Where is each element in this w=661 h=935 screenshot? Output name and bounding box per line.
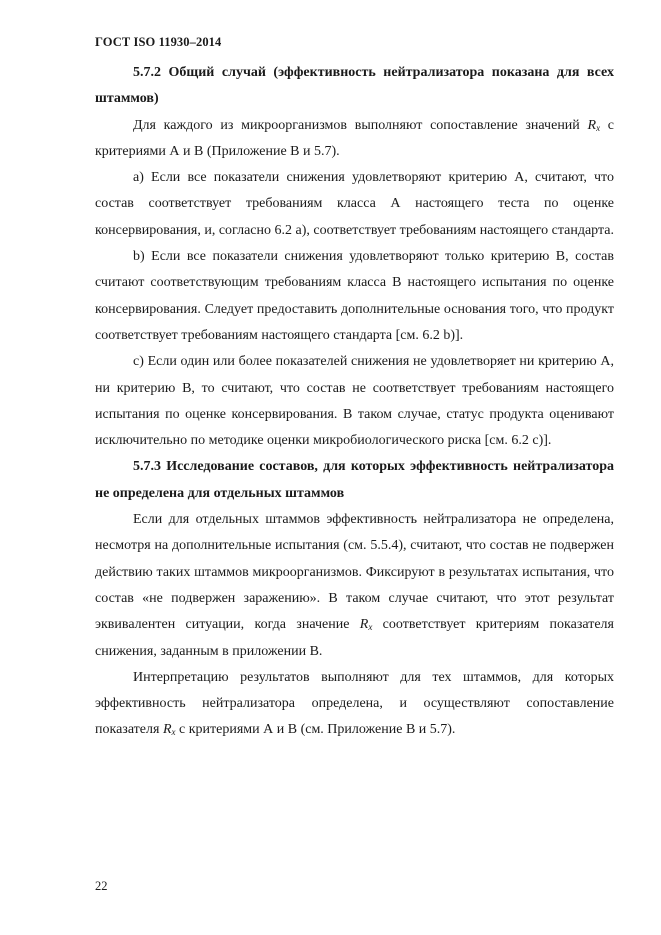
item-a-paragraph: а) Если все показатели снижения удовлетворяют критерию А, считают, что состав соответствует требованиям класса А настоящего теста по оценке консервирования, и, согласно 6.2 а), соответствует требованиям настоящего стандарта. — [95, 170, 614, 238]
rx-letter: R — [587, 117, 597, 133]
intro-text-end: с критериями А и В (Приложение В и 5.7). — [95, 117, 615, 159]
rx-symbol — [588, 118, 601, 133]
running-header: ГОСТ ISO 11930–2014 — [95, 35, 222, 49]
section-5-7-3-paragraph-2 — [95, 665, 614, 744]
rx-subscript: x — [596, 122, 601, 133]
rx-symbol — [163, 722, 176, 737]
rx-subscript: x — [171, 727, 176, 738]
rx-subscript: x — [368, 622, 373, 633]
para2-text-end: с критериями А и В (см. Приложение В и 5.7). — [175, 722, 456, 738]
section-5-7-2-heading: 5.7.2 Общий случай (эффективность нейтрализатора показана для всех штаммов) — [95, 65, 614, 107]
rx-letter: R — [359, 617, 369, 633]
item-b-paragraph: b) Если все показатели снижения удовлетворяют только критерию В, состав считают соответствующим требованиям класса В настоящего испытания по оценке консервирования. Следует предоставить дополнительные основания того, что продукт соответствует требованиям настоящего стандарта [см. 6.2 b)]. — [95, 249, 614, 343]
para2-text-start: Интерпретацию результатов выполняют для тех штаммов, для которых эффективность нейтрализатора определена, и осуществляют сопоставление показателя — [95, 669, 614, 738]
item-c-paragraph: с) Если один или более показателей снижения не удовлетворяет ни критерию А, ни критерию В, то считают, что состав не соответствует требованиям настоящего испытания по оценке консервирования. В таком случае, статус продукта оценивают исключительно по методике оценки микробиологического риска [см. 6.2 с)]. — [95, 354, 614, 449]
section-5-7-2-intro — [95, 113, 614, 166]
intro-text-start: Для каждого из микроорганизмов выполняют сопоставление значений — [133, 117, 588, 133]
page-content — [95, 60, 614, 744]
section-5-7-3-paragraph-1 — [95, 507, 614, 665]
page-number: 22 — [95, 879, 108, 893]
para1-text-end: соответствует критериям показателя снижения, заданным в приложении В. — [95, 617, 614, 659]
rx-letter: R — [162, 722, 172, 738]
section-5-7-3-heading: 5.7.3 Исследование составов, для которых эффективность нейтрализатора не определена для отдельных штаммов — [95, 459, 614, 501]
rx-symbol — [360, 617, 373, 632]
para1-text-start: Если для отдельных штаммов эффективность нейтрализатора не определена, несмотря на дополнительные испытания (см. 5.5.4), считают, что состав не подвержен действию таких штаммов микроорганизмов. Фиксируют в результатах испытания, что состав «не подвержен заражению». В таком случае считают, что этот результат эквивалентен ситуации, когда значение — [95, 512, 614, 633]
